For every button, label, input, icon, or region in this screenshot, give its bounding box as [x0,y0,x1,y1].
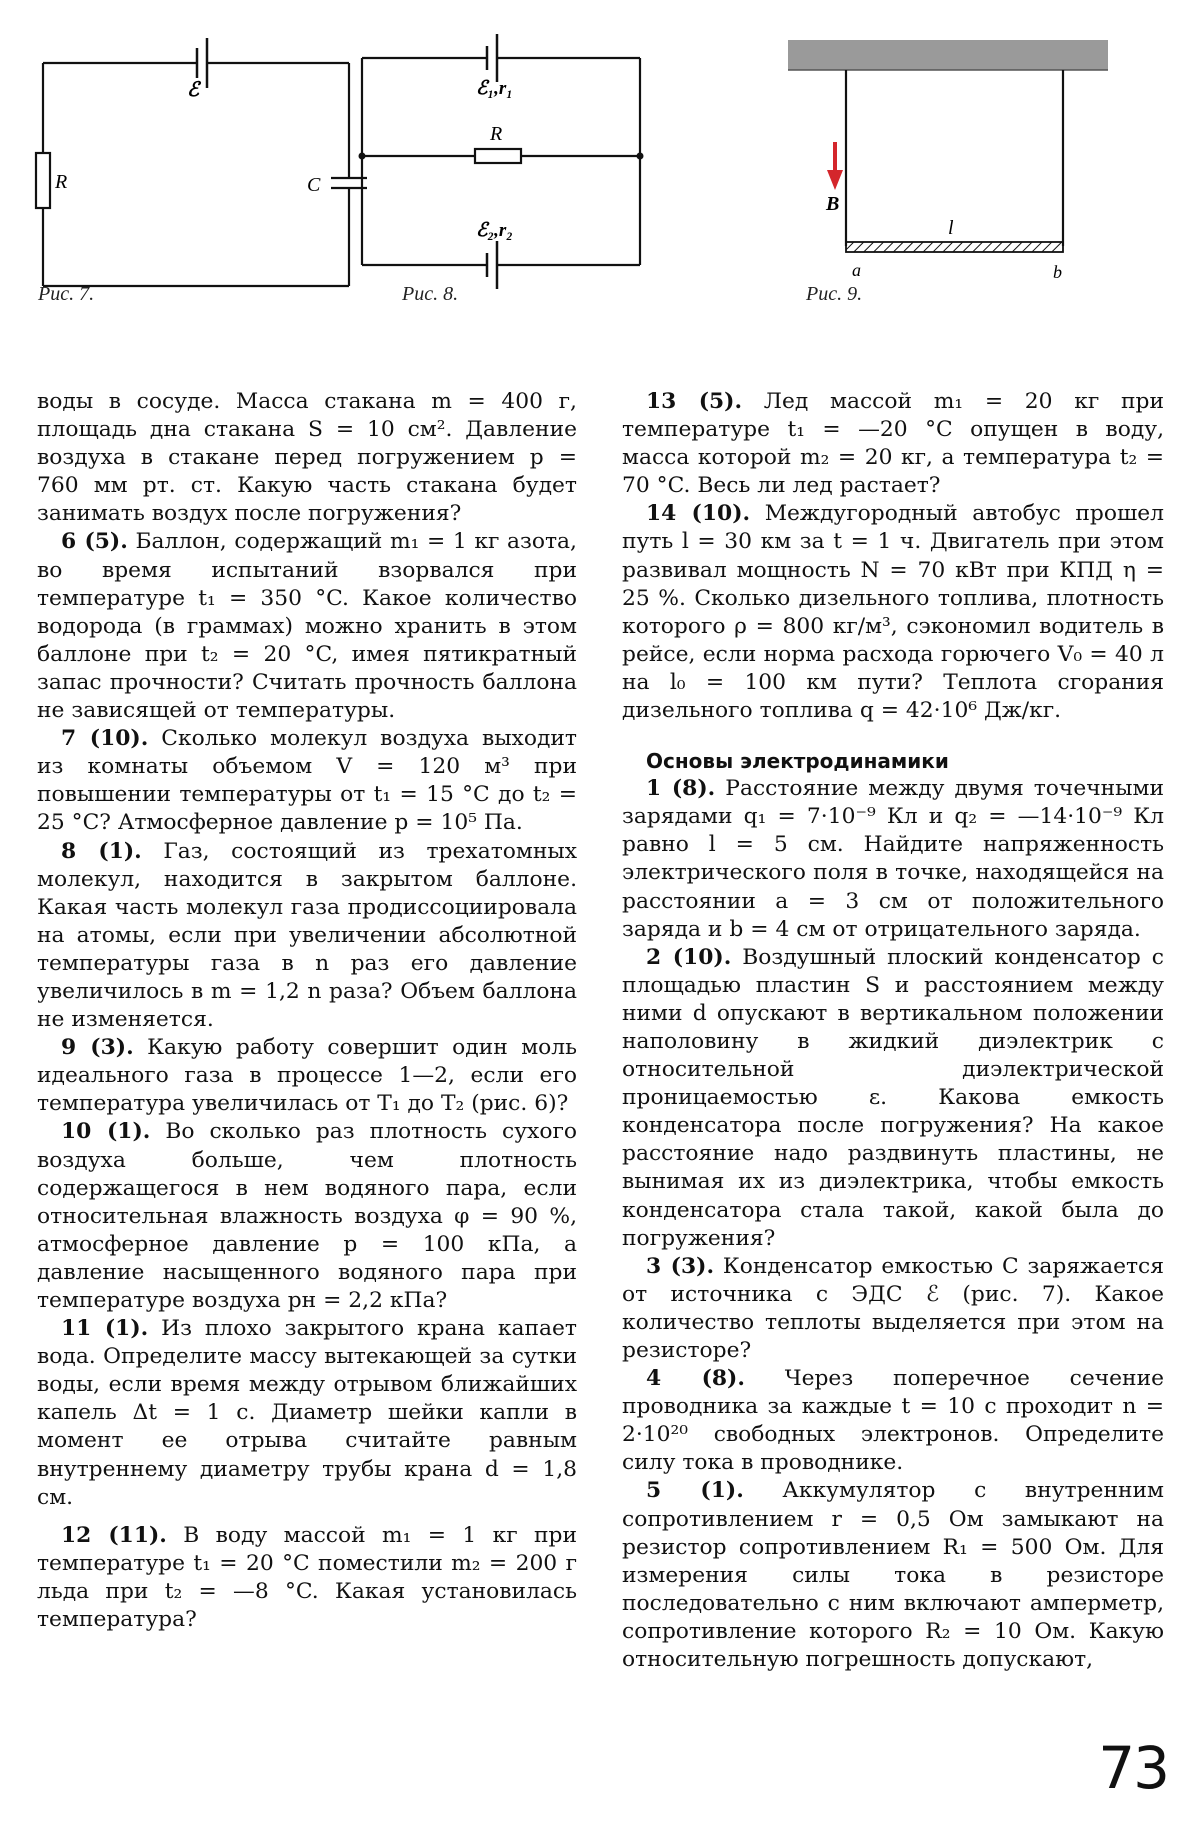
problem-text: Баллон, содержащий m₁ = 1 кг азота, во время испытаний взорвался при температуре t₁ = 350 °C. Какое количество водорода (в граммах) можно хранить в этом баллоне при t₂ = 20 °C, имея пятикратный запас прочности? Считать прочность баллона не зависящей от температуры. [37,529,577,724]
problem-text: Аккумулятор с внутренним сопротивлением r = 0,5 Ом замыкают на резистор сопротивлением R₁ = 500 Ом. Для измерения силы тока в резисторе последовательно с ним включают амперметр, сопротивление которого R₂ = 10 Ом. Какую относительную погрешность допускают, [622,1478,1164,1673]
problem-e5 [622,1477,1164,1674]
problem-text: Лед массой m₁ = 20 кг при температуре t₁ = —20 °C опущен в воду, масса которой m₂ = 20 кг, а температура t₂ = 70 °C. Весь ли лед растает? [622,389,1164,499]
problem-number: 4 (8). [646,1366,745,1392]
fig7-capacitor-label: C [307,174,321,196]
problem-number: 3 (3). [646,1253,715,1279]
problem-text: Из плохо закрытого крана капает вода. Определите массу вытекающей за сутки воды, если время между отрывом ближайших капель Δt = 1 с. Диаметр шейки капли в момент ее отрыва считайте равным внутреннему диаметру трубы крана d = 1,8 см. [37,1316,577,1510]
right-column [622,388,1164,1674]
problem-text: Во сколько раз плотность сухого воздуха больше, чем плотность содержащегося в нем водяного пара, если относительная влажность воздуха φ = 90 %, атмосферное давление p = 100 кПа, а давление насыщенного водяного пара при температуре воздуха pн = 2,2 кПа? [37,1119,577,1313]
page-number: 73 [1098,1734,1168,1802]
problem-text: Какую работу совершит один моль идеального газа в процессе 1—2, если его температура увеличилась от T₁ до T₂ (рис. 6)? [37,1035,577,1117]
problem-e3 [622,1253,1164,1365]
problem-number: 2 (10). [646,944,732,970]
problem-text: Воздушный плоский конденсатор с площадью пластин S и расстоянием между ними d опускают в вертикальном положении наполовину в жидкий диэлектрик с относительной диэлектрической проницаемостью ε. Какова емкость конденсатора после погружения? На какое расстояние надо раздвинуть пластины, не вынимая их из диэлектрика, чтобы емкость конденсатора стала такой, какой была до погружения? [622,944,1164,1251]
problem-number: 14 (10). [646,501,751,527]
problem-9 [37,1034,577,1118]
problem-text: Сколько молекул воздуха выходит из комнаты объемом V = 120 м³ при повышении температуры от t₁ = 15 °C до t₂ = 25 °C? Атмосферное давление p = 10⁵ Па. [37,726,577,836]
problem-text: Расстояние между двумя точечными зарядами q₁ = 7·10⁻⁹ Кл и q₂ = —14·10⁻⁹ Кл равно l = 5 см. Найдите напряженность электрического поля в точке, находящейся на расстоянии a = 3 см от положительного заряда и b = 4 см от отрицательного заряда. [622,776,1164,942]
problem-number: 12 (11). [61,1522,167,1548]
figure-9-caption: Рис. 9. [806,283,863,305]
fig7-emf-label: ℰ [187,79,200,101]
left-column [37,388,577,1634]
problem-number: 1 (8). [646,776,716,802]
ceiling [788,40,1108,70]
figure-8-circuit [350,28,690,298]
problem-e4 [622,1365,1164,1477]
problem-number: 6 (5). [61,529,128,555]
problem-text: В воду массой m₁ = 1 кг при температуре t₁ = 20 °C поместили m₂ = 200 г льда при t₂ = —8 °C. Какая установилась температура? [37,1522,578,1633]
problem-number: 11 (1). [61,1316,149,1342]
figure-7-circuit [25,28,370,298]
fig7-resistor-label: R [55,171,68,193]
problem-6 [37,528,577,725]
problem-e1 [622,775,1164,944]
problem-14 [622,500,1164,725]
figure-9-rod-in-field [778,40,1118,290]
problem-number: 7 (10). [61,726,149,752]
problem-text: Газ, состоящий из трехатомных молекул, находится в закрытом баллоне. Какая часть молекул газа продиссоциировала на атомы, если при увеличении абсолютной температуры газа в n раз его давление увеличилось в m = 1,2 n раза? Объем баллона не изменяется. [37,838,578,1033]
problem-text: Междугородный автобус прошел путь l = 30 км за t = 1 ч. Двигатель при этом развивал мощность N = 70 кВт при КПД η = 25 %. Сколько дизельного топлива, плотность которого ρ = 800 кг/м³, сэкономил водитель в рейсе, если норма расхода горючего V₀ = 40 л на l₀ = 100 км пути? Теплота сгорания дизельного топлива q = 42·10⁶ Дж/кг. [622,501,1164,724]
problem-7 [37,725,577,837]
problem-8 [37,838,577,1035]
problem-11 [37,1315,577,1512]
problem-number: 10 (1). [61,1119,151,1145]
problem-e2 [622,944,1164,1253]
figure-7-caption: Рис. 7. [38,283,95,305]
fig9-right-end-label: b [1053,262,1062,282]
fig8-bottom-source-label: ℰ₂,r₂ [476,220,513,241]
problem-number: 13 (5). [646,389,743,414]
problem-text: Конденсатор емкостью C заряжается от источника с ЭДС ℰ (рис. 7). Какое количество теплоты выделяется при этом на резисторе? [622,1253,1164,1363]
problem-number: 8 (1). [61,838,142,864]
fig9-field-label: B [826,193,840,215]
problem-text: Через поперечное сечение проводника за каждые t = 10 с проходит n = 2·10²⁰ свободных электронов. Определите силу тока в проводнике. [622,1366,1164,1476]
fig8-resistor-label: R [490,123,503,145]
problem-12 [37,1522,577,1634]
figure-8-caption: Рис. 8. [402,283,459,305]
problem-number: 9 (3). [61,1035,134,1061]
section-title: Основы электродинамики [646,749,949,774]
problem-13 [622,388,1164,500]
conducting-rod [846,242,1063,252]
problem-10 [37,1118,577,1315]
magnetic-field-arrow [827,142,843,190]
fig9-left-end-label: a [852,260,861,280]
problem-number: 5 (1). [646,1478,744,1504]
fig8-top-source-label: ℰ₁,r₁ [476,78,513,99]
fig9-length-label: l [948,217,954,239]
problem-5-continuation: воды в сосуде. Масса стакана m = 400 г, площадь дна стакана S = 10 см². Давление воздуха в стакане перед погружением p = 760 мм рт. ст. Какую часть стакана будет занимать воздух после погружения? [37,389,577,527]
